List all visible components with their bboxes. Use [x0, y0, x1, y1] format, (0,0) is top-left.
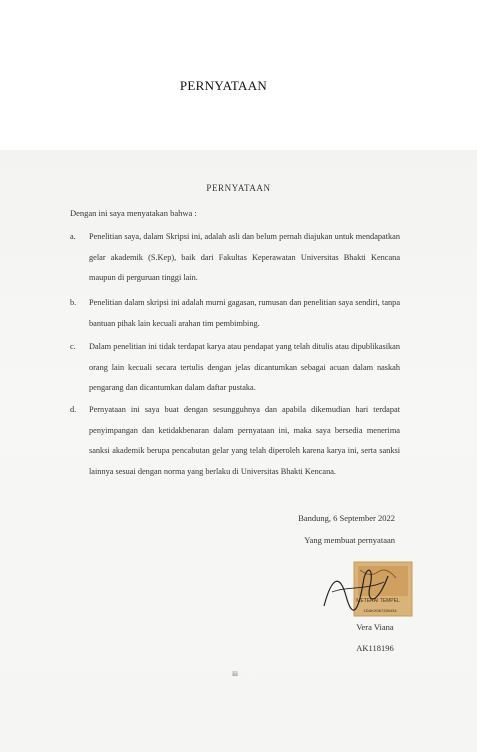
signer-label: Yang membuat pernyataan: [304, 535, 395, 545]
list-item-text: Pernyataan ini saya buat dengan sesungguhnya dan apabila dikemudian hari terdapat penyimpangan dan ketidakbenaran dalam pernyataan ini, maka saya bersedia menerima sanksi akademik berupa pencabutan gelar yang telah diperoleh karena karya ini, serta sanksi lainnya sesuai dengan norma yang berlaku di Universitas Bhakti Kencana.: [89, 405, 400, 476]
page-heading: PERNYATAAN: [179, 78, 268, 93]
list-item: [70, 337, 400, 399]
list-item: [70, 227, 400, 289]
signer-id: AK118196: [356, 643, 394, 653]
place-date: Bandung, 6 September 2022: [298, 513, 395, 523]
list-marker: c.: [70, 342, 76, 351]
signer-name: Vera Viana: [356, 622, 394, 632]
list-item-text: Penelitian saya, dalam Skripsi ini, adalah asli dan belum pernah diajukan untuk mendapatkan gelar akademik (S.Kep), baik dari Fakultas Keperawatan Universitas Bhakti Kencana maupun di perguruan tinggi lain.: [89, 232, 400, 282]
list-item: [70, 293, 400, 334]
list-marker: b.: [70, 298, 77, 307]
list-item-text: Penelitian dalam skripsi ini adalah murni gagasan, rumusan dan penelitian saya sendiri, tanpa bantuan pihak lain kecuali arahan tim pembimbing.: [89, 298, 400, 328]
list-marker: a.: [70, 232, 76, 241]
list-item: [70, 400, 400, 482]
stamp-text: METERAI TEMPEL: [356, 598, 400, 604]
list-marker: d.: [70, 405, 77, 414]
stamp-serial: 1DAKX067330434: [363, 608, 397, 613]
document-title: PERNYATAAN: [206, 183, 271, 193]
list-item-text: Dalam penelitian ini tidak terdapat karya atau pendapat yang telah ditulis atau dipublikasikan orang lain kecuali secara tertulis dengan jelas dicantumkan sebagai acuan dalam naskah pengarang dan dicantumkan dalam daftar pustaka.: [89, 342, 400, 392]
page-number: iii: [232, 670, 238, 678]
revenue-stamp-icon: [318, 556, 414, 622]
intro-text: Dengan ini saya menyatakan bahwa :: [70, 208, 197, 218]
